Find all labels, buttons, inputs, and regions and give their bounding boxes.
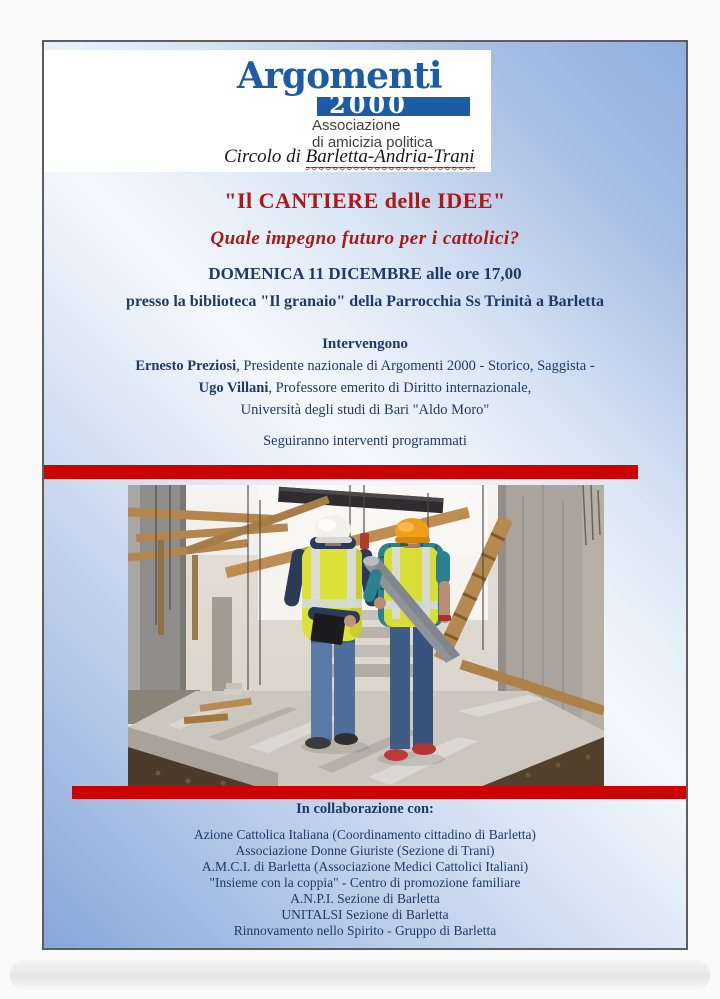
- red-divider-bottom: [72, 786, 686, 799]
- collab-item: "Insieme con la coppia" - Centro di promozione familiare: [209, 875, 521, 890]
- flyer-page: [42, 40, 688, 950]
- circle-place: Barletta-Andria-Trani: [305, 146, 475, 167]
- logo-subtitle-line2: di amicizia politica: [312, 134, 433, 151]
- collab-item: Rinnovamento nello Spirito - Gruppo di Barletta: [233, 923, 497, 938]
- speakers-heading: Intervengono: [322, 336, 408, 352]
- logo-year-bar: [317, 90, 470, 119]
- black-folder: [310, 613, 346, 645]
- logo-year: 2000: [329, 90, 408, 119]
- red-shoe: [384, 749, 408, 761]
- event-date: DOMENICA 11 DICEMBRE alle ore 17,00: [208, 264, 522, 283]
- speaker-1-name: Ernesto Preziosi: [135, 358, 237, 374]
- paper-bottom-shadow: [10, 960, 710, 990]
- speaker-2-name: Ugo Villani: [198, 380, 269, 396]
- collaboration-list: [44, 827, 686, 939]
- event-venue: presso la biblioteca "Il granaio" della Parrocchia Ss Trinità a Barletta: [126, 293, 604, 310]
- argomenti-wordmark: Argomenti: [237, 55, 442, 97]
- logo-subtitle-line1: Associazione: [312, 117, 401, 134]
- speaker-line-1: [44, 358, 686, 375]
- speaker-2-role: , Professore emerito di Diritto internazionale,: [268, 380, 532, 396]
- collab-item: A.M.C.I. di Barletta (Associazione Medici Cattolici Italiani): [201, 859, 529, 874]
- program-note: Seguiranno interventi programmati: [263, 433, 467, 449]
- wrist-watch: [438, 615, 451, 621]
- red-shoe: [412, 743, 436, 755]
- collaboration-heading: In collaborazione con:: [296, 801, 434, 817]
- event-title: "Il CANTIERE delle IDEE": [224, 188, 506, 213]
- event-subtitle: Quale impegno futuro per i cattolici?: [210, 228, 520, 249]
- collab-item: Associazione Donne Giuriste (Sezione di Trani): [235, 843, 495, 858]
- construction-site-photo: [128, 485, 604, 787]
- collab-item: UNITALSI Sezione di Barletta: [281, 907, 449, 922]
- circle-prefix: Circolo di: [224, 146, 306, 167]
- red-divider-top: [44, 465, 638, 479]
- collab-item: Azione Cattolica Italiana (Coordinamento cittadino di Barletta): [194, 827, 536, 842]
- speaker-line-3: Università degli studi di Bari "Aldo Moro": [240, 402, 490, 418]
- logo-box: [44, 50, 491, 172]
- logo-circle-line: [224, 146, 475, 168]
- speaker-1-role: , Presidente nazionale di Argomenti 2000 - Storico, Saggista -: [236, 358, 595, 374]
- speaker-line-2: [44, 380, 686, 397]
- collab-item: A.N.P.I. Sezione di Barletta: [290, 891, 440, 906]
